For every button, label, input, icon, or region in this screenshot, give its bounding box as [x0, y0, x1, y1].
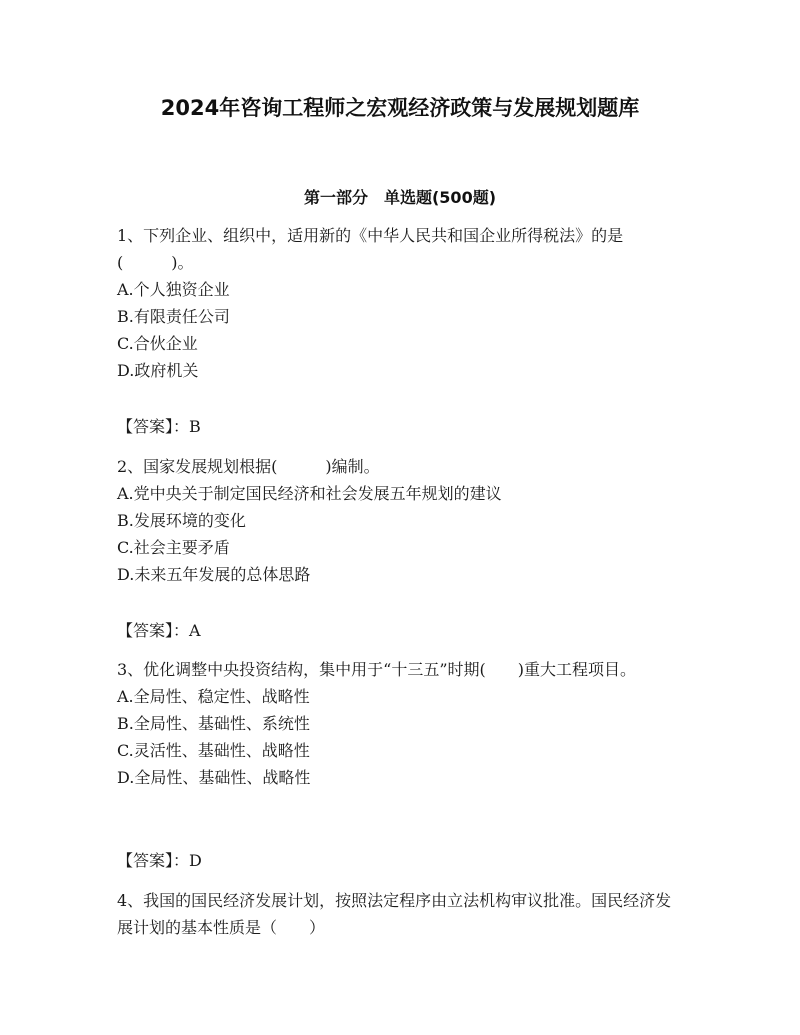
answer-label: 【答案】：: [117, 621, 190, 640]
answer-1: [117, 413, 201, 440]
question-1: [117, 222, 687, 384]
option-c: C.灵活性、基础性、战略性: [117, 741, 310, 760]
question-2: [117, 453, 687, 588]
question-stem: 2、国家发展规划根据( )编制。: [117, 457, 380, 476]
answer-value: D: [189, 851, 202, 870]
option-b: B.发展环境的变化: [117, 511, 246, 530]
option-a: A.个人独资企业: [117, 280, 230, 299]
document-title: 2024年咨询工程师之宏观经济政策与发展规划题库: [160, 96, 640, 120]
option-a: A.全局性、稳定性、战略性: [117, 687, 310, 706]
answer-label: 【答案】：: [117, 417, 190, 436]
option-b: B.有限责任公司: [117, 307, 230, 326]
option-d: D.全局性、基础性、战略性: [117, 768, 311, 787]
answer-3: [117, 847, 202, 874]
option-a: A.党中央关于制定国民经济和社会发展五年规划的建议: [117, 484, 502, 503]
option-d: D.政府机关: [117, 361, 199, 380]
answer-2: [117, 617, 201, 644]
answer-value: B: [189, 417, 201, 436]
question-4: [117, 887, 687, 941]
option-b: B.全局性、基础性、系统性: [117, 714, 310, 733]
section-heading: 第一部分 单选题(500题): [303, 188, 497, 207]
question-stem: 1、下列企业、组织中，适用新的《中华人民共和国企业所得税法》的是( )。: [117, 226, 624, 272]
question-stem: 4、我国的国民经济发展计划，按照法定程序由立法机构审议批准。国民经济发展计划的基本性质是（ ）: [117, 891, 672, 937]
option-d: D.未来五年发展的总体思路: [117, 565, 311, 584]
question-stem: 3、优化调整中央投资结构，集中用于“十三五”时期( )重大工程项目。: [117, 660, 637, 679]
question-3: [117, 656, 687, 791]
option-c: C.合伙企业: [117, 334, 198, 353]
answer-value: A: [189, 621, 201, 640]
option-c: C.社会主要矛盾: [117, 538, 230, 557]
answer-label: 【答案】：: [117, 851, 190, 870]
